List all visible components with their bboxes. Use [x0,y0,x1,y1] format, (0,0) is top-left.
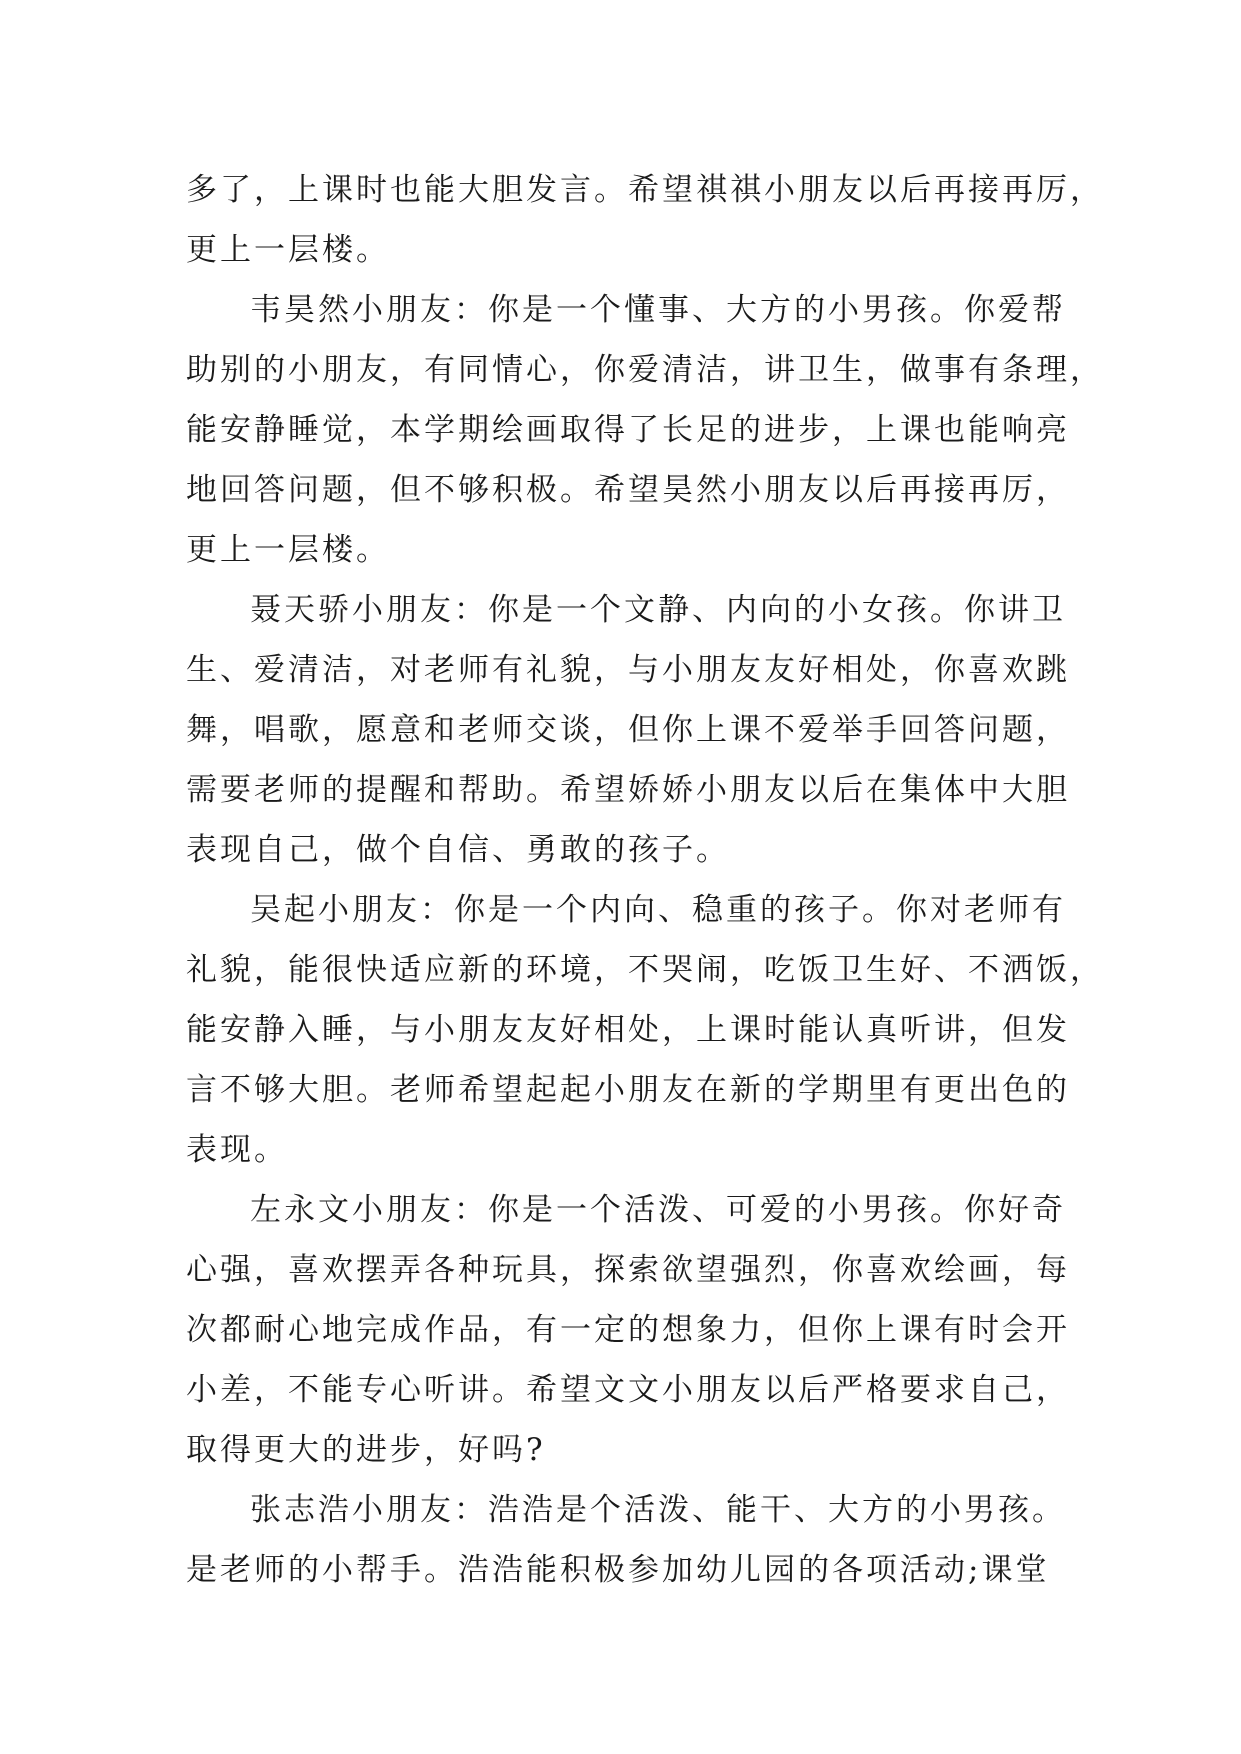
paragraph-start-line: 张志浩小朋友：浩浩是个活泼、能干、大方的小男孩。 [250,1492,1066,1528]
text-line: 助别的小朋友，有同情心，你爱清洁，讲卫生，做事有条理， [186,352,1104,388]
text-line: 更上一层楼。 [186,532,390,568]
text-line: 能安静睡觉，本学期绘画取得了长足的进步，上课也能响亮 [186,412,1070,448]
text-line: 言不够大胆。老师希望起起小朋友在新的学期里有更出色的 [186,1072,1070,1108]
text-line: 多了，上课时也能大胆发言。希望祺祺小朋友以后再接再厉， [186,172,1104,208]
text-line: 能安静入睡，与小朋友友好相处，上课时能认真听讲，但发 [186,1012,1070,1048]
text-line: 地回答问题，但不够积极。希望昊然小朋友以后再接再厉， [186,472,1070,508]
paragraph-start-line: 聂天骄小朋友：你是一个文静、内向的小女孩。你讲卫 [250,592,1066,628]
text-line: 小差，不能专心听讲。希望文文小朋友以后严格要求自己， [186,1372,1070,1408]
paragraph-start-line: 韦昊然小朋友：你是一个懂事、大方的小男孩。你爱帮 [250,292,1066,328]
paragraph-start-line: 吴起小朋友：你是一个内向、稳重的孩子。你对老师有 [250,892,1066,928]
text-line: 需要老师的提醒和帮助。希望娇娇小朋友以后在集体中大胆 [186,772,1070,808]
text-line: 礼貌，能很快适应新的环境，不哭闹，吃饭卫生好、不洒饭， [186,952,1104,988]
paragraph-start-line: 左永文小朋友：你是一个活泼、可爱的小男孩。你好奇 [250,1192,1066,1228]
text-line: 取得更大的进步，好吗? [186,1432,546,1468]
text-line: 是老师的小帮手。浩浩能积极参加幼儿园的各项活动;课堂 [186,1552,1050,1588]
text-line: 更上一层楼。 [186,232,390,268]
text-line: 表现。 [186,1132,288,1168]
text-line: 表现自己，做个自信、勇敢的孩子。 [186,832,730,868]
document-body [186,160,1104,1600]
text-line: 生、爱清洁，对老师有礼貌，与小朋友友好相处，你喜欢跳 [186,652,1070,688]
text-line: 舞，唱歌，愿意和老师交谈，但你上课不爱举手回答问题， [186,712,1070,748]
text-line: 次都耐心地完成作品，有一定的想象力，但你上课有时会开 [186,1312,1070,1348]
text-line: 心强，喜欢摆弄各种玩具，探索欲望强烈，你喜欢绘画，每 [186,1252,1070,1288]
